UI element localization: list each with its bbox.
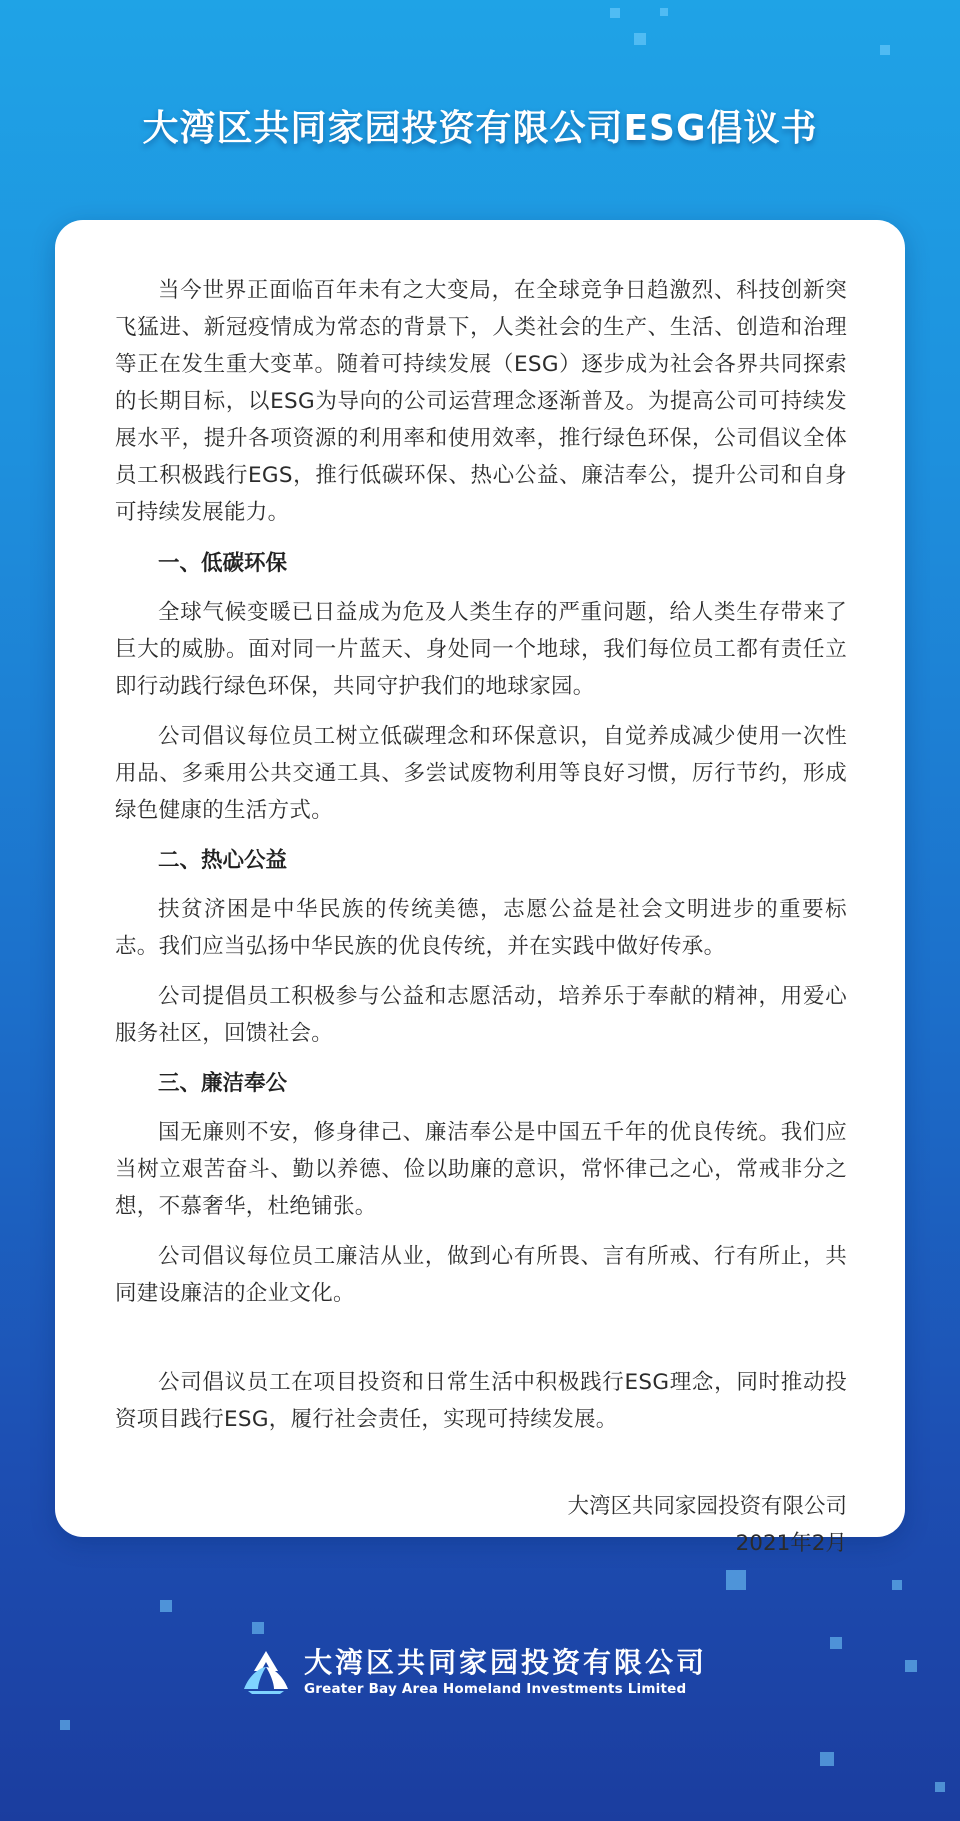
section-heading: 二、热心公益: [158, 848, 288, 873]
decor-square: [935, 1782, 945, 1792]
section-heading: 三、廉洁奉公: [158, 1071, 288, 1096]
intro-paragraph: 当今世界正面临百年未有之大变局，在全球竞争日趋激烈、科技创新突飞猛进、新冠疫情成为常态的背景下，人类社会的生产、生活、创造和治理等正在发生重大变革。随着可持续发展（ESG）逐步成为社会各界共同探索的长期目标，以ESG为导向的公司运营理念逐渐普及。为提高公司可持续发展水平，提升各项资源的利用率和使用效率，推行绿色环保，公司倡议全体员工积极践行EGS，推行低碳环保、热心公益、廉洁奉公，提升公司和自身可持续发展能力。: [115, 278, 847, 525]
decor-square: [660, 8, 668, 16]
section-paragraph: 公司提倡员工积极参与公益和志愿活动，培养乐于奉献的精神，用爱心服务社区，回馈社会。: [115, 984, 847, 1046]
decor-square: [830, 1637, 842, 1649]
section-integrity: [115, 1065, 847, 1312]
section-paragraph: 扶贫济困是中华民族的传统美德，志愿公益是社会文明进步的重要标志。我们应当弘扬中华民族的优良传统，并在实践中做好传承。: [115, 897, 847, 959]
decor-square: [252, 1622, 264, 1634]
decor-square: [610, 8, 620, 18]
decor-square: [634, 33, 646, 45]
decor-square: [892, 1580, 902, 1590]
footer-company-name: [304, 1646, 707, 1698]
decor-square: [880, 45, 890, 55]
section-heading: 一、低碳环保: [158, 551, 288, 576]
decor-square: [726, 1570, 746, 1590]
section-paragraph: 全球气候变暖已日益成为危及人类生存的严重问题，给人类生存带来了巨大的威胁。面对同一片蓝天、身处同一个地球，我们每位员工都有责任立即行动践行绿色环保，共同守护我们的地球家园。: [115, 600, 847, 699]
footer-name-cn: 大湾区共同家园投资有限公司: [304, 1646, 708, 1679]
section-paragraph: 公司倡议每位员工树立低碳理念和环保意识，自觉养成减少使用一次性用品、多乘用公共交通工具、多尝试废物利用等良好习惯，厉行节约，形成绿色健康的生活方式。: [115, 724, 847, 823]
section-public-welfare: [115, 842, 847, 1052]
section-low-carbon: [115, 545, 847, 829]
page-title: 大湾区共同家园投资有限公司ESG倡议书: [142, 108, 818, 149]
company-logo-icon: [240, 1649, 292, 1695]
signature-company: 大湾区共同家园投资有限公司: [567, 1494, 847, 1519]
proposal-card: [55, 220, 905, 1556]
footer-name-en: Greater Bay Area Homeland Investments Limited: [304, 1681, 687, 1697]
section-paragraph: 国无廉则不安，修身律己、廉洁奉公是中国五千年的优良传统。我们应当树立艰苦奋斗、勤以养德、俭以助廉的意识，常怀律己之心，常戒非分之想，不慕奢华，杜绝铺张。: [115, 1120, 847, 1219]
footer: [240, 1642, 707, 1702]
closing-paragraph: 公司倡议员工在项目投资和日常生活中积极践行ESG理念，同时推动投资项目践行ESG，履行社会责任，实现可持续发展。: [115, 1370, 847, 1432]
decor-square: [160, 1600, 172, 1612]
section-paragraph: 公司倡议每位员工廉洁从业，做到心有所畏、言有所戒、行有所止，共同建设廉洁的企业文化。: [115, 1244, 847, 1306]
signature: [115, 1488, 847, 1562]
signature-date: 2021年2月: [735, 1531, 847, 1556]
decor-square: [905, 1660, 917, 1672]
decor-square: [820, 1752, 834, 1766]
decor-square: [60, 1720, 70, 1730]
